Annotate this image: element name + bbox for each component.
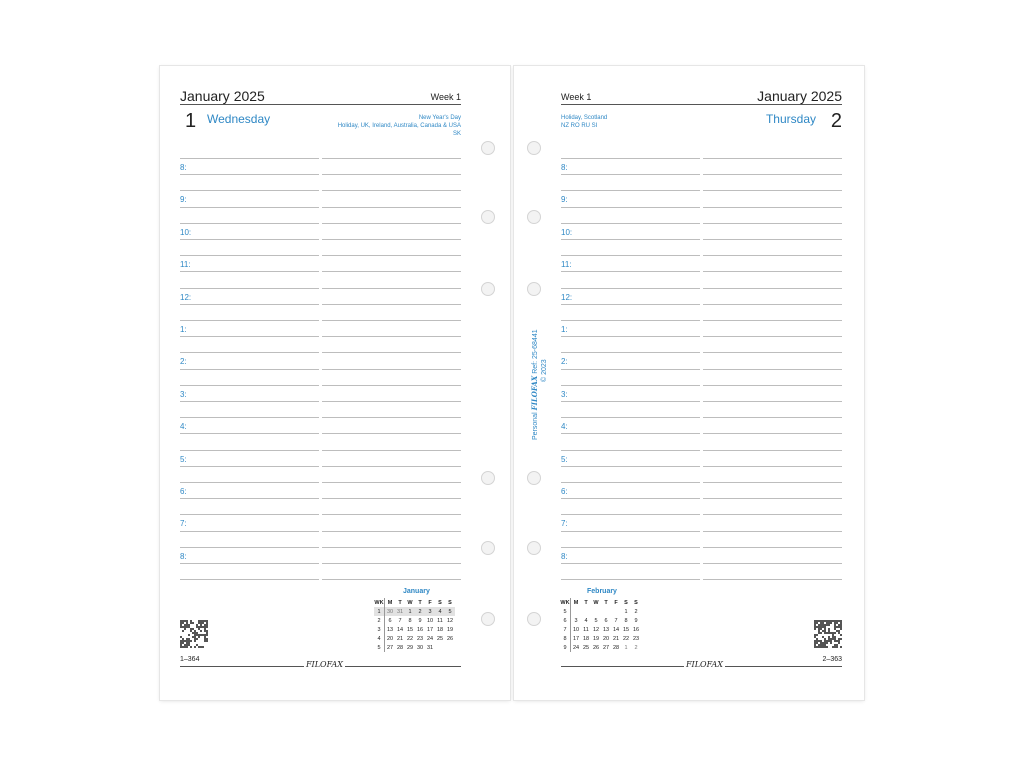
right-rule-line (703, 255, 842, 256)
calendar-day-cell: 2 (634, 644, 638, 651)
left-rule-line (322, 547, 461, 548)
calendar-day-cell: 26 (446, 635, 454, 642)
left-rule-line (322, 304, 461, 305)
right-hour-label: 1: (561, 325, 568, 334)
right-rule-line (703, 158, 842, 159)
calendar-header-cell: M (387, 599, 393, 606)
calendar-header-cell: T (418, 599, 422, 606)
right-hour-label: 7: (561, 519, 568, 528)
left-header-rule (180, 104, 461, 105)
right-rule-line (703, 223, 842, 224)
left-rule-line (322, 531, 461, 532)
right-mini-calendar (560, 598, 641, 652)
calendar-day-cell: 24 (426, 635, 434, 642)
right-rule-line (561, 304, 700, 305)
left-rule-line (180, 579, 319, 580)
right-rule-line (703, 401, 842, 402)
calendar-day-cell: 10 (426, 617, 434, 624)
left-rule-line (322, 336, 461, 337)
binder-hole (527, 282, 541, 296)
left-day-name: Wednesday (207, 112, 271, 126)
right-rule-line (561, 174, 700, 175)
right-rule-line (703, 174, 842, 175)
calendar-day-cell: 7 (398, 617, 402, 624)
calendar-week-number: 9 (560, 643, 571, 652)
left-rule-line (180, 174, 319, 175)
binder-hole (527, 612, 541, 626)
right-rule-line (703, 514, 842, 515)
binder-hole (481, 541, 495, 555)
calendar-day-cell: 22 (406, 635, 414, 642)
right-rule-line (703, 547, 842, 548)
right-rule-line (703, 207, 842, 208)
calendar-day-cell: 14 (396, 626, 404, 633)
calendar-day-cell: 21 (612, 635, 620, 642)
right-rule-line (703, 271, 842, 272)
right-rule-line (561, 433, 700, 434)
binder-hole (527, 141, 541, 155)
right-mini-cal-title: February (587, 588, 617, 595)
calendar-day-cell: 17 (426, 626, 434, 633)
calendar-day-cell: 16 (632, 626, 640, 633)
calendar-day-cell: 6 (604, 617, 608, 624)
calendar-day-cell: 8 (624, 617, 628, 624)
left-hour-label: 4: (180, 422, 187, 431)
right-rule-line (703, 239, 842, 240)
left-hour-label: 9: (180, 195, 187, 204)
right-rule-line (561, 466, 700, 467)
calendar-day-cell: 9 (634, 617, 638, 624)
calendar-day-cell (581, 607, 591, 616)
left-rule-line (180, 531, 319, 532)
left-rule-line (180, 385, 319, 386)
calendar-day-cell: 15 (406, 626, 414, 633)
calendar-header-cell: W (593, 599, 599, 606)
left-hour-label: 10: (180, 228, 192, 237)
right-month-year: January 2025 (757, 88, 842, 104)
left-footer-day-count: 1–364 (180, 656, 200, 663)
right-rule-line (561, 547, 700, 548)
right-rule-line (561, 563, 700, 564)
calendar-week-number: 6 (560, 616, 571, 625)
right-rule-line (703, 320, 842, 321)
calendar-day-cell: 19 (592, 635, 600, 642)
left-hour-label: 6: (180, 487, 187, 496)
right-rule-line (703, 352, 842, 353)
left-rule-line (180, 271, 319, 272)
calendar-day-cell: 6 (388, 617, 392, 624)
right-rule-line (703, 190, 842, 191)
calendar-day-cell: 11 (583, 626, 589, 633)
calendar-day-cell: 28 (396, 644, 404, 651)
calendar-week-number: 8 (560, 634, 571, 643)
calendar-day-cell: 29 (406, 644, 414, 651)
calendar-day-cell: 18 (582, 635, 590, 642)
calendar-day-cell: 23 (632, 635, 640, 642)
calendar-day-cell: 31 (396, 608, 404, 615)
left-rule-line (180, 417, 319, 418)
left-rule-line (180, 320, 319, 321)
right-hour-label: 4: (561, 422, 568, 431)
left-rule-line (180, 401, 319, 402)
calendar-day-cell: 25 (436, 635, 444, 642)
calendar-day-cell: 3 (425, 607, 435, 616)
left-rule-line (322, 482, 461, 483)
left-rule-line (180, 563, 319, 564)
calendar-header-cell: T (398, 599, 402, 606)
left-rule-line (322, 352, 461, 353)
left-rule-line (180, 158, 319, 159)
calendar-day-cell: 18 (436, 626, 444, 633)
calendar-header-cell: WK (374, 599, 384, 606)
right-rule-line (561, 579, 700, 580)
right-hour-label: 10: (561, 228, 573, 237)
spine-ref: Ref: 25-68441 (532, 329, 539, 374)
binder-hole (481, 141, 495, 155)
left-rule-line (322, 385, 461, 386)
calendar-week-number: 2 (374, 616, 385, 625)
right-rule-line (561, 271, 700, 272)
left-rule-line (180, 190, 319, 191)
right-footer-day-count: 2–363 (822, 656, 842, 663)
left-hour-label: 11: (180, 260, 191, 269)
spine-prefix: Personal (532, 412, 539, 440)
calendar-week-number: 4 (374, 634, 385, 643)
left-rule-line (322, 320, 461, 321)
calendar-header-cell: S (634, 599, 638, 606)
left-holiday-line: New Year's Day (418, 115, 461, 121)
right-hour-label: 6: (561, 487, 568, 496)
calendar-day-cell: 16 (416, 626, 424, 633)
right-header-rule (561, 104, 842, 105)
calendar-header-cell: S (448, 599, 452, 606)
right-rule-line (703, 369, 842, 370)
left-rule-line (180, 482, 319, 483)
right-qr-code-icon (814, 620, 842, 648)
right-rule-line (561, 450, 700, 451)
calendar-day-cell (611, 607, 621, 616)
right-rule-line (561, 417, 700, 418)
calendar-header-cell: M (573, 599, 579, 606)
right-rule-line (561, 288, 700, 289)
calendar-day-cell (591, 607, 601, 616)
calendar-day-cell: 20 (386, 635, 394, 642)
left-rule-line (180, 207, 319, 208)
left-rule-line (180, 369, 319, 370)
right-hour-label: 11: (561, 260, 572, 269)
calendar-day-cell: 15 (622, 626, 630, 633)
binder-hole (481, 210, 495, 224)
right-rule-line (703, 498, 842, 499)
left-rule-line (180, 433, 319, 434)
calendar-day-cell: 1 (624, 644, 628, 651)
left-week-label: Week 1 (430, 92, 461, 102)
left-rule-line (322, 450, 461, 451)
left-hour-label: 7: (180, 519, 187, 528)
calendar-day-cell: 13 (602, 626, 610, 633)
left-mini-cal-title: January (403, 588, 430, 595)
calendar-day-cell: 24 (572, 644, 580, 651)
left-rule-line (322, 498, 461, 499)
calendar-day-cell (445, 643, 455, 652)
left-rule-line (322, 563, 461, 564)
left-hour-label: 8: (180, 552, 187, 561)
calendar-day-cell: 4 (584, 617, 588, 624)
left-rule-line (322, 466, 461, 467)
calendar-day-cell: 20 (602, 635, 610, 642)
right-rule-line (703, 579, 842, 580)
calendar-day-cell: 26 (592, 644, 600, 651)
right-holiday-line: Holiday, Scotland (561, 115, 608, 121)
calendar-day-cell: 31 (426, 644, 434, 651)
calendar-day-cell: 5 (594, 617, 598, 624)
right-hour-label: 8: (561, 163, 568, 172)
left-holiday-note (338, 114, 461, 138)
left-rule-line (322, 369, 461, 370)
right-week-label: Week 1 (561, 92, 592, 102)
left-hour-label: 3: (180, 390, 187, 399)
right-rule-line (703, 288, 842, 289)
left-holiday-line: SK (452, 131, 461, 137)
left-rule-line (180, 255, 319, 256)
right-rule-line (561, 482, 700, 483)
right-rule-line (561, 352, 700, 353)
calendar-day-cell: 27 (386, 644, 394, 651)
left-rule-line (180, 336, 319, 337)
left-footer-logo: FILOFAX (306, 660, 343, 669)
calendar-day-cell (571, 607, 582, 616)
left-rule-line (322, 158, 461, 159)
left-rule-line (322, 514, 461, 515)
right-rule-line (561, 320, 700, 321)
calendar-header-cell: S (438, 599, 442, 606)
binder-hole (481, 282, 495, 296)
binder-hole (527, 471, 541, 485)
left-rule-line (180, 514, 319, 515)
left-rule-line (180, 466, 319, 467)
right-hour-label: 9: (561, 195, 568, 204)
calendar-day-cell: 12 (446, 617, 454, 624)
right-rule-line (561, 336, 700, 337)
right-day-number: 2 (830, 110, 842, 132)
left-rule-line (322, 433, 461, 434)
right-rule-line (703, 531, 842, 532)
calendar-week-number: 5 (560, 607, 571, 616)
right-rule-line (561, 255, 700, 256)
calendar-header-cell: WK (560, 599, 570, 606)
calendar-day-cell: 5 (445, 607, 455, 616)
calendar-week-number: 3 (374, 625, 385, 634)
left-rule-line (180, 288, 319, 289)
calendar-day-cell: 27 (602, 644, 610, 651)
left-rule-line (322, 579, 461, 580)
left-rule-line (322, 223, 461, 224)
calendar-day-cell (601, 607, 611, 616)
right-hour-label: 8: (561, 552, 568, 561)
binder-hole (481, 471, 495, 485)
left-rule-line (322, 271, 461, 272)
calendar-day-cell: 7 (614, 617, 618, 624)
calendar-day-cell: 4 (435, 607, 445, 616)
spine-brand-logo: FILOFAX (530, 375, 539, 411)
spine-copyright: © 2023 (541, 359, 548, 382)
right-footer-logo: FILOFAX (686, 660, 723, 669)
calendar-week-number: 5 (374, 643, 385, 652)
left-rule-line (322, 417, 461, 418)
left-rule-line (180, 239, 319, 240)
right-day-name: Thursday (765, 112, 816, 126)
left-hour-label: 2: (180, 357, 187, 366)
right-rule-line (703, 450, 842, 451)
right-rule-line (703, 417, 842, 418)
calendar-header-cell: W (407, 599, 413, 606)
calendar-day-cell: 14 (612, 626, 620, 633)
left-day-number: 1 (185, 110, 197, 132)
calendar-day-cell: 23 (416, 635, 424, 642)
calendar-day-cell: 28 (612, 644, 620, 651)
calendar-day-cell: 21 (396, 635, 404, 642)
left-hour-label: 12: (180, 293, 192, 302)
calendar-day-cell: 3 (574, 617, 578, 624)
left-rule-line (180, 498, 319, 499)
left-rule-line (180, 304, 319, 305)
left-month-year: January 2025 (180, 88, 265, 104)
calendar-day-cell (435, 643, 445, 652)
spine-reference-text (530, 329, 549, 440)
left-rule-line (322, 401, 461, 402)
calendar-day-cell: 1 (405, 607, 415, 616)
binder-hole (527, 210, 541, 224)
calendar-day-cell: 11 (437, 617, 443, 624)
left-mini-calendar (374, 598, 455, 652)
right-rule-line (561, 158, 700, 159)
calendar-day-cell: 12 (592, 626, 600, 633)
left-page (160, 66, 510, 700)
calendar-day-cell: 30 (416, 644, 424, 651)
right-holiday-line: NZ RO RU SI (561, 123, 598, 129)
right-holiday-note (561, 114, 607, 130)
left-hour-label: 8: (180, 163, 187, 172)
right-rule-line (703, 563, 842, 564)
calendar-day-cell: 2 (415, 607, 425, 616)
right-rule-line (703, 466, 842, 467)
right-hour-label: 2: (561, 357, 568, 366)
calendar-header-cell: S (624, 599, 628, 606)
calendar-day-cell: 8 (408, 617, 412, 624)
calendar-day-cell: 17 (572, 635, 580, 642)
left-rule-line (322, 174, 461, 175)
right-rule-line (561, 514, 700, 515)
right-rule-line (561, 207, 700, 208)
left-qr-code-icon (180, 620, 208, 648)
right-rule-line (703, 433, 842, 434)
left-holiday-line: Holiday, UK, Ireland, Australia, Canada & USA (337, 123, 461, 129)
binder-hole (481, 612, 495, 626)
right-rule-line (561, 401, 700, 402)
calendar-day-cell: 19 (446, 626, 454, 633)
right-rule-line (703, 385, 842, 386)
calendar-day-cell: 1 (624, 608, 628, 615)
calendar-day-cell: 13 (386, 626, 394, 633)
binder-hole (527, 541, 541, 555)
right-rule-line (561, 223, 700, 224)
calendar-header-cell: T (584, 599, 588, 606)
right-rule-line (561, 369, 700, 370)
calendar-header-cell: F (614, 599, 618, 606)
calendar-week-number: 7 (560, 625, 571, 634)
calendar-day-cell: 30 (385, 607, 396, 616)
right-rule-line (703, 336, 842, 337)
left-rule-line (180, 547, 319, 548)
calendar-header-cell: T (604, 599, 608, 606)
right-rule-line (561, 498, 700, 499)
left-rule-line (322, 207, 461, 208)
right-hour-label: 3: (561, 390, 568, 399)
calendar-day-cell: 25 (582, 644, 590, 651)
left-rule-line (322, 190, 461, 191)
left-rule-line (322, 239, 461, 240)
calendar-day-cell: 2 (634, 608, 638, 615)
left-rule-line (322, 255, 461, 256)
right-hour-label: 12: (561, 293, 573, 302)
left-rule-line (180, 352, 319, 353)
left-rule-line (322, 288, 461, 289)
calendar-day-cell: 22 (622, 635, 630, 642)
left-hour-label: 5: (180, 455, 187, 464)
right-rule-line (561, 531, 700, 532)
left-hour-label: 1: (180, 325, 187, 334)
calendar-header-cell: F (428, 599, 432, 606)
left-rule-line (180, 450, 319, 451)
right-rule-line (703, 482, 842, 483)
calendar-day-cell: 10 (572, 626, 580, 633)
right-rule-line (703, 304, 842, 305)
right-hour-label: 5: (561, 455, 568, 464)
right-rule-line (561, 190, 700, 191)
right-rule-line (561, 385, 700, 386)
calendar-week-number: 1 (374, 607, 385, 616)
right-rule-line (561, 239, 700, 240)
left-rule-line (180, 223, 319, 224)
calendar-day-cell: 9 (418, 617, 422, 624)
